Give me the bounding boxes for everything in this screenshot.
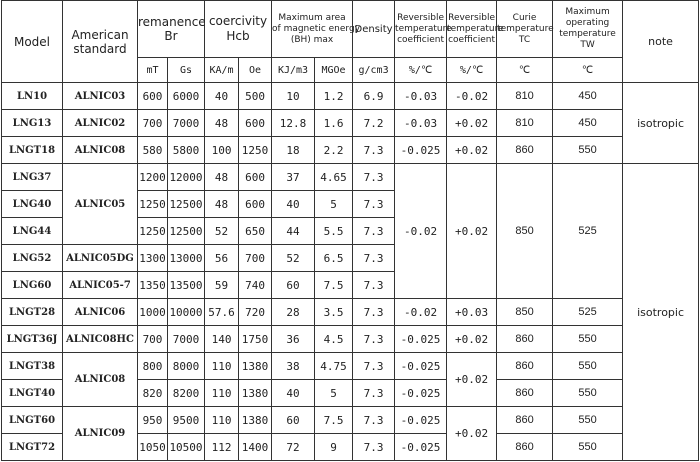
cell-density: 7.3 xyxy=(353,164,395,191)
cell-standard: ALNIC06 xyxy=(63,299,138,326)
cell-Oe: 1380 xyxy=(239,407,272,434)
cell-mT: 600 xyxy=(138,83,168,110)
cell-tw: 450 xyxy=(553,83,623,110)
cell-KAm: 110 xyxy=(205,407,239,434)
cell-coef-1: -0.02 xyxy=(395,299,447,326)
cell-density: 7.3 xyxy=(353,245,395,272)
cell-coef-2: +0.02 xyxy=(447,353,497,407)
cell-standard: ALNIC05 xyxy=(63,164,138,245)
cell-Gs: 9500 xyxy=(168,407,205,434)
cell-KAm: 48 xyxy=(205,164,239,191)
cell-MGOe: 4.5 xyxy=(315,326,353,353)
table-row xyxy=(2,83,699,110)
unit-Oe: Oe xyxy=(239,58,272,83)
cell-density: 7.3 xyxy=(353,353,395,380)
cell-model: LNGT38 xyxy=(2,353,63,380)
cell-KAm: 59 xyxy=(205,272,239,299)
cell-mT: 1250 xyxy=(138,218,168,245)
cell-Oe: 1750 xyxy=(239,326,272,353)
unit-celsius-2: ℃ xyxy=(553,58,623,83)
cell-mT: 820 xyxy=(138,380,168,407)
cell-coef-1: -0.02 xyxy=(395,164,447,299)
cell-Oe: 1250 xyxy=(239,137,272,164)
cell-curie: 860 xyxy=(497,137,553,164)
cell-coef-2: +0.02 xyxy=(447,326,497,353)
cell-Oe: 650 xyxy=(239,218,272,245)
cell-model: LNG37 xyxy=(2,164,63,191)
cell-KAm: 48 xyxy=(205,191,239,218)
unit-MGOe: MGOe xyxy=(315,58,353,83)
cell-Oe: 600 xyxy=(239,164,272,191)
cell-model: LNGT72 xyxy=(2,434,63,461)
cell-curie: 860 xyxy=(497,353,553,380)
cell-Oe: 700 xyxy=(239,245,272,272)
cell-Oe: 720 xyxy=(239,299,272,326)
cell-KAm: 100 xyxy=(205,137,239,164)
cell-KAm: 57.6 xyxy=(205,299,239,326)
cell-KAm: 112 xyxy=(205,434,239,461)
unit-pct-1: %/℃ xyxy=(395,58,447,83)
cell-Gs: 10000 xyxy=(168,299,205,326)
cell-KJm3: 36 xyxy=(272,326,315,353)
unit-gcm3: g/cm3 xyxy=(353,58,395,83)
header-curie-temperature: Curie temperature TC xyxy=(497,1,553,58)
cell-tw: 550 xyxy=(553,380,623,407)
cell-KAm: 110 xyxy=(205,380,239,407)
cell-KJm3: 40 xyxy=(272,191,315,218)
magnet-properties-table xyxy=(1,0,699,461)
cell-tw: 550 xyxy=(553,326,623,353)
cell-Gs: 8200 xyxy=(168,380,205,407)
cell-mT: 700 xyxy=(138,326,168,353)
cell-standard: ALNIC08HC xyxy=(63,326,138,353)
cell-density: 7.3 xyxy=(353,218,395,245)
cell-coef-1: -0.025 xyxy=(395,353,447,380)
cell-KAm: 48 xyxy=(205,110,239,137)
unit-KAm: KA/m xyxy=(205,58,239,83)
cell-MGOe: 1.6 xyxy=(315,110,353,137)
cell-mT: 950 xyxy=(138,407,168,434)
header-density: Density xyxy=(353,1,395,58)
cell-standard: ALNIC05-7 xyxy=(63,272,138,299)
cell-curie: 860 xyxy=(497,407,553,434)
cell-mT: 1050 xyxy=(138,434,168,461)
cell-Gs: 6000 xyxy=(168,83,205,110)
cell-mT: 1250 xyxy=(138,191,168,218)
cell-curie: 810 xyxy=(497,83,553,110)
cell-model: LNGT60 xyxy=(2,407,63,434)
cell-tw: 525 xyxy=(553,299,623,326)
cell-standard: ALNIC09 xyxy=(63,407,138,461)
table-row xyxy=(2,137,699,164)
cell-coef-1: -0.025 xyxy=(395,380,447,407)
cell-coef-2: +0.02 xyxy=(447,137,497,164)
cell-note-isotropic: isotropic xyxy=(623,83,699,164)
header-remanence: remanence Br xyxy=(138,1,205,58)
cell-KAm: 56 xyxy=(205,245,239,272)
cell-Gs: 13500 xyxy=(168,272,205,299)
header-reversible-coef-1: Reversible temperature coefficient xyxy=(395,1,447,58)
cell-mT: 1200 xyxy=(138,164,168,191)
cell-note-isotropic: isotropic xyxy=(623,164,699,461)
unit-pct-2: %/℃ xyxy=(447,58,497,83)
unit-celsius-1: ℃ xyxy=(497,58,553,83)
cell-KAm: 40 xyxy=(205,83,239,110)
cell-Oe: 1380 xyxy=(239,380,272,407)
cell-tw: 550 xyxy=(553,137,623,164)
cell-standard: ALNIC03 xyxy=(63,83,138,110)
cell-coef-2: +0.02 xyxy=(447,164,497,299)
cell-KJm3: 12.8 xyxy=(272,110,315,137)
cell-coef-1: -0.03 xyxy=(395,83,447,110)
cell-curie: 850 xyxy=(497,164,553,299)
cell-standard: ALNIC05DG xyxy=(63,245,138,272)
cell-mT: 580 xyxy=(138,137,168,164)
header-max-operating-temperature: Maximum operating temperature TW xyxy=(553,1,623,58)
cell-MGOe: 3.5 xyxy=(315,299,353,326)
cell-MGOe: 1.2 xyxy=(315,83,353,110)
cell-model: LNGT18 xyxy=(2,137,63,164)
cell-Gs: 7000 xyxy=(168,110,205,137)
cell-mT: 1000 xyxy=(138,299,168,326)
cell-mT: 1300 xyxy=(138,245,168,272)
cell-KJm3: 72 xyxy=(272,434,315,461)
cell-Oe: 600 xyxy=(239,191,272,218)
cell-model: LNG44 xyxy=(2,218,63,245)
cell-MGOe: 5 xyxy=(315,191,353,218)
cell-MGOe: 5 xyxy=(315,380,353,407)
cell-tw: 525 xyxy=(553,164,623,299)
cell-KJm3: 38 xyxy=(272,353,315,380)
cell-model: LNG60 xyxy=(2,272,63,299)
cell-coef-1: -0.03 xyxy=(395,110,447,137)
header-american-standard: American standard xyxy=(63,1,138,83)
cell-MGOe: 2.2 xyxy=(315,137,353,164)
cell-Oe: 600 xyxy=(239,110,272,137)
cell-MGOe: 4.75 xyxy=(315,353,353,380)
cell-tw: 550 xyxy=(553,407,623,434)
header-note: note xyxy=(623,1,699,83)
cell-KAm: 52 xyxy=(205,218,239,245)
cell-KJm3: 37 xyxy=(272,164,315,191)
cell-KJm3: 52 xyxy=(272,245,315,272)
cell-KAm: 140 xyxy=(205,326,239,353)
header-max-energy: Maximum area of magnetic energy (BH) max xyxy=(272,1,353,58)
cell-tw: 550 xyxy=(553,434,623,461)
cell-mT: 800 xyxy=(138,353,168,380)
table-row xyxy=(2,164,699,191)
cell-MGOe: 4.65 xyxy=(315,164,353,191)
cell-MGOe: 9 xyxy=(315,434,353,461)
cell-model: LNGT28 xyxy=(2,299,63,326)
cell-KJm3: 10 xyxy=(272,83,315,110)
cell-model: LNGT36J xyxy=(2,326,63,353)
cell-Gs: 12500 xyxy=(168,218,205,245)
table-row xyxy=(2,353,699,380)
cell-density: 7.3 xyxy=(353,137,395,164)
cell-Oe: 1380 xyxy=(239,353,272,380)
cell-KJm3: 44 xyxy=(272,218,315,245)
cell-curie: 860 xyxy=(497,326,553,353)
cell-model: LNG52 xyxy=(2,245,63,272)
cell-KJm3: 18 xyxy=(272,137,315,164)
cell-density: 7.3 xyxy=(353,407,395,434)
cell-density: 7.3 xyxy=(353,272,395,299)
header-row xyxy=(2,1,699,58)
cell-MGOe: 7.5 xyxy=(315,272,353,299)
table-row xyxy=(2,407,699,434)
cell-curie: 850 xyxy=(497,299,553,326)
cell-standard: ALNIC02 xyxy=(63,110,138,137)
cell-coef-1: -0.025 xyxy=(395,407,447,434)
cell-curie: 860 xyxy=(497,434,553,461)
cell-density: 7.3 xyxy=(353,326,395,353)
header-model: Model xyxy=(2,1,63,83)
cell-Gs: 12000 xyxy=(168,164,205,191)
header-reversible-coef-2: Reversible temperature coefficient xyxy=(447,1,497,58)
unit-mT: mT xyxy=(138,58,168,83)
cell-density: 7.2 xyxy=(353,110,395,137)
cell-MGOe: 6.5 xyxy=(315,245,353,272)
cell-Gs: 8000 xyxy=(168,353,205,380)
cell-density: 7.3 xyxy=(353,299,395,326)
cell-coef-2: +0.02 xyxy=(447,110,497,137)
cell-Gs: 7000 xyxy=(168,326,205,353)
table-row xyxy=(2,326,699,353)
cell-MGOe: 5.5 xyxy=(315,218,353,245)
cell-model: LNG40 xyxy=(2,191,63,218)
cell-density: 7.3 xyxy=(353,380,395,407)
cell-coef-1: -0.025 xyxy=(395,137,447,164)
table-row xyxy=(2,299,699,326)
cell-coef-2: -0.02 xyxy=(447,83,497,110)
cell-MGOe: 7.5 xyxy=(315,407,353,434)
cell-KAm: 110 xyxy=(205,353,239,380)
cell-coef-1: -0.025 xyxy=(395,326,447,353)
cell-Oe: 1400 xyxy=(239,434,272,461)
cell-coef-1: -0.025 xyxy=(395,434,447,461)
cell-model: LN10 xyxy=(2,83,63,110)
cell-mT: 1350 xyxy=(138,272,168,299)
cell-Gs: 5800 xyxy=(168,137,205,164)
cell-density: 7.3 xyxy=(353,434,395,461)
cell-coef-2: +0.02 xyxy=(447,407,497,461)
header-coercivity: coercivity Hcb xyxy=(205,1,272,58)
unit-Gs: Gs xyxy=(168,58,205,83)
cell-model: LNGT40 xyxy=(2,380,63,407)
cell-tw: 550 xyxy=(553,353,623,380)
cell-Oe: 740 xyxy=(239,272,272,299)
cell-Gs: 13000 xyxy=(168,245,205,272)
cell-model: LNG13 xyxy=(2,110,63,137)
cell-KJm3: 60 xyxy=(272,272,315,299)
cell-standard: ALNIC08 xyxy=(63,137,138,164)
cell-Gs: 10500 xyxy=(168,434,205,461)
cell-KJm3: 40 xyxy=(272,380,315,407)
cell-KJm3: 60 xyxy=(272,407,315,434)
table-row xyxy=(2,110,699,137)
cell-density: 7.3 xyxy=(353,191,395,218)
cell-KJm3: 28 xyxy=(272,299,315,326)
cell-tw: 450 xyxy=(553,110,623,137)
cell-curie: 810 xyxy=(497,110,553,137)
unit-KJm3: KJ/m3 xyxy=(272,58,315,83)
cell-standard: ALNIC08 xyxy=(63,353,138,407)
cell-mT: 700 xyxy=(138,110,168,137)
cell-Gs: 12500 xyxy=(168,191,205,218)
cell-coef-2: +0.03 xyxy=(447,299,497,326)
cell-density: 6.9 xyxy=(353,83,395,110)
cell-Oe: 500 xyxy=(239,83,272,110)
cell-curie: 860 xyxy=(497,380,553,407)
